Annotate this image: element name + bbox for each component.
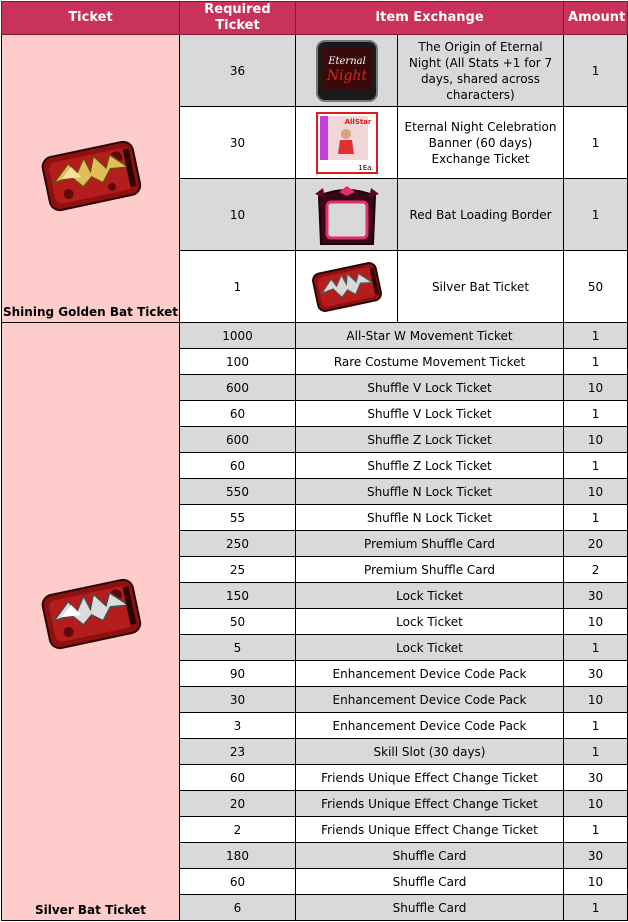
item-name-cell: Lock Ticket xyxy=(296,583,564,609)
required-cell: 60 xyxy=(180,869,296,895)
item-image-cell xyxy=(296,35,398,107)
silver-ticket-name: Silver Bat Ticket xyxy=(34,903,147,917)
silver-group xyxy=(2,323,628,921)
allstar-icon-label: AllStar xyxy=(344,117,371,126)
amount-cell: 1 xyxy=(564,635,628,661)
item-name-cell: Shuffle Z Lock Ticket xyxy=(296,453,564,479)
amount-cell: 2 xyxy=(564,557,628,583)
item-name-cell: Friends Unique Effect Change Ticket xyxy=(296,817,564,843)
amount-cell: 1 xyxy=(564,323,628,349)
required-cell: 2 xyxy=(180,817,296,843)
required-cell: 55 xyxy=(180,505,296,531)
amount-cell: 1 xyxy=(564,817,628,843)
item-name-cell: Shuffle N Lock Ticket xyxy=(296,479,564,505)
item-name-cell: Red Bat Loading Border xyxy=(398,179,564,251)
required-cell: 90 xyxy=(180,661,296,687)
amount-cell: 1 xyxy=(564,349,628,375)
amount-cell: 1 xyxy=(564,713,628,739)
required-cell: 180 xyxy=(180,843,296,869)
required-cell: 5 xyxy=(180,635,296,661)
required-cell: 1000 xyxy=(180,323,296,349)
item-name-cell: Enhancement Device Code Pack xyxy=(296,687,564,713)
header-ticket: Ticket xyxy=(2,2,180,35)
required-cell: 600 xyxy=(180,375,296,401)
required-cell: 100 xyxy=(180,349,296,375)
golden-group xyxy=(2,35,628,323)
required-cell: 1 xyxy=(180,251,296,323)
amount-cell: 1 xyxy=(564,895,628,921)
required-cell: 150 xyxy=(180,583,296,609)
amount-cell: 10 xyxy=(564,375,628,401)
required-cell: 60 xyxy=(180,765,296,791)
required-cell: 50 xyxy=(180,609,296,635)
table-header xyxy=(2,2,628,35)
table-row xyxy=(2,323,628,349)
required-cell: 30 xyxy=(180,107,296,179)
silver-bat-ticket-icon xyxy=(31,567,151,657)
item-name-cell: Rare Costume Movement Ticket xyxy=(296,349,564,375)
required-cell: 6 xyxy=(180,895,296,921)
item-name-cell: Lock Ticket xyxy=(296,609,564,635)
amount-cell: 10 xyxy=(564,609,628,635)
amount-cell: 50 xyxy=(564,251,628,323)
silver-ticket-cell xyxy=(2,323,180,921)
item-image-cell xyxy=(296,179,398,251)
required-cell: 3 xyxy=(180,713,296,739)
red-bat-border-icon xyxy=(309,182,385,248)
required-cell: 250 xyxy=(180,531,296,557)
item-name-cell: Lock Ticket xyxy=(296,635,564,661)
amount-cell: 30 xyxy=(564,583,628,609)
item-name-cell: Friends Unique Effect Change Ticket xyxy=(296,791,564,817)
item-name-cell: Eternal Night Celebration Banner (60 days) Exchange Ticket xyxy=(398,107,564,179)
required-cell: 30 xyxy=(180,687,296,713)
item-name-cell: Shuffle Card xyxy=(296,869,564,895)
amount-cell: 10 xyxy=(564,791,628,817)
item-name-cell: All-Star W Movement Ticket xyxy=(296,323,564,349)
golden-ticket-name: Shining Golden Bat Ticket xyxy=(2,305,179,319)
header-amount: Amount xyxy=(564,2,628,35)
required-cell: 23 xyxy=(180,739,296,765)
allstar-banner-icon xyxy=(314,110,380,176)
amount-cell: 10 xyxy=(564,479,628,505)
amount-cell: 1 xyxy=(564,453,628,479)
item-name-cell: Shuffle Z Lock Ticket xyxy=(296,427,564,453)
item-name-cell: The Origin of Eternal Night (All Stats +1 for 7 days, shared across characters) xyxy=(398,35,564,107)
amount-cell: 1 xyxy=(564,401,628,427)
item-name-cell: Premium Shuffle Card xyxy=(296,531,564,557)
header-item-exchange: Item Exchange xyxy=(296,2,564,35)
amount-cell: 30 xyxy=(564,661,628,687)
item-image-cell xyxy=(296,107,398,179)
required-cell: 36 xyxy=(180,35,296,107)
item-name-cell: Skill Slot (30 days) xyxy=(296,739,564,765)
item-name-cell: Enhancement Device Code Pack xyxy=(296,713,564,739)
required-cell: 10 xyxy=(180,179,296,251)
item-name-cell: Friends Unique Effect Change Ticket xyxy=(296,765,564,791)
golden-bat-ticket-icon xyxy=(31,129,151,219)
amount-cell: 10 xyxy=(564,687,628,713)
required-cell: 60 xyxy=(180,453,296,479)
item-name-cell: Shuffle V Lock Ticket xyxy=(296,375,564,401)
amount-cell: 1 xyxy=(564,179,628,251)
amount-cell: 1 xyxy=(564,739,628,765)
item-name-cell: Shuffle Card xyxy=(296,843,564,869)
header-required-ticket: Required Ticket xyxy=(180,2,296,35)
amount-cell: 1 xyxy=(564,107,628,179)
silver-bat-ticket-icon xyxy=(307,254,387,320)
amount-cell: 1 xyxy=(564,35,628,107)
item-name-cell: Shuffle Card xyxy=(296,895,564,921)
allstar-icon-count: 1Ea. xyxy=(357,163,374,172)
required-cell: 60 xyxy=(180,401,296,427)
amount-cell: 20 xyxy=(564,531,628,557)
item-name-cell: Shuffle N Lock Ticket xyxy=(296,505,564,531)
required-cell: 550 xyxy=(180,479,296,505)
eternal-night-icon-line2: Night xyxy=(326,67,367,84)
required-cell: 600 xyxy=(180,427,296,453)
exchange-table xyxy=(1,1,628,921)
amount-cell: 30 xyxy=(564,765,628,791)
required-cell: 20 xyxy=(180,791,296,817)
amount-cell: 1 xyxy=(564,505,628,531)
golden-ticket-cell xyxy=(2,35,180,323)
table-row xyxy=(2,35,628,107)
amount-cell: 30 xyxy=(564,843,628,869)
item-name-cell: Enhancement Device Code Pack xyxy=(296,661,564,687)
amount-cell: 10 xyxy=(564,869,628,895)
eternal-night-icon xyxy=(314,38,380,104)
item-name-cell: Silver Bat Ticket xyxy=(398,251,564,323)
item-name-cell: Shuffle V Lock Ticket xyxy=(296,401,564,427)
item-name-cell: Premium Shuffle Card xyxy=(296,557,564,583)
amount-cell: 10 xyxy=(564,427,628,453)
required-cell: 25 xyxy=(180,557,296,583)
eternal-night-icon-line1: Eternal xyxy=(327,55,366,67)
item-image-cell xyxy=(296,251,398,323)
